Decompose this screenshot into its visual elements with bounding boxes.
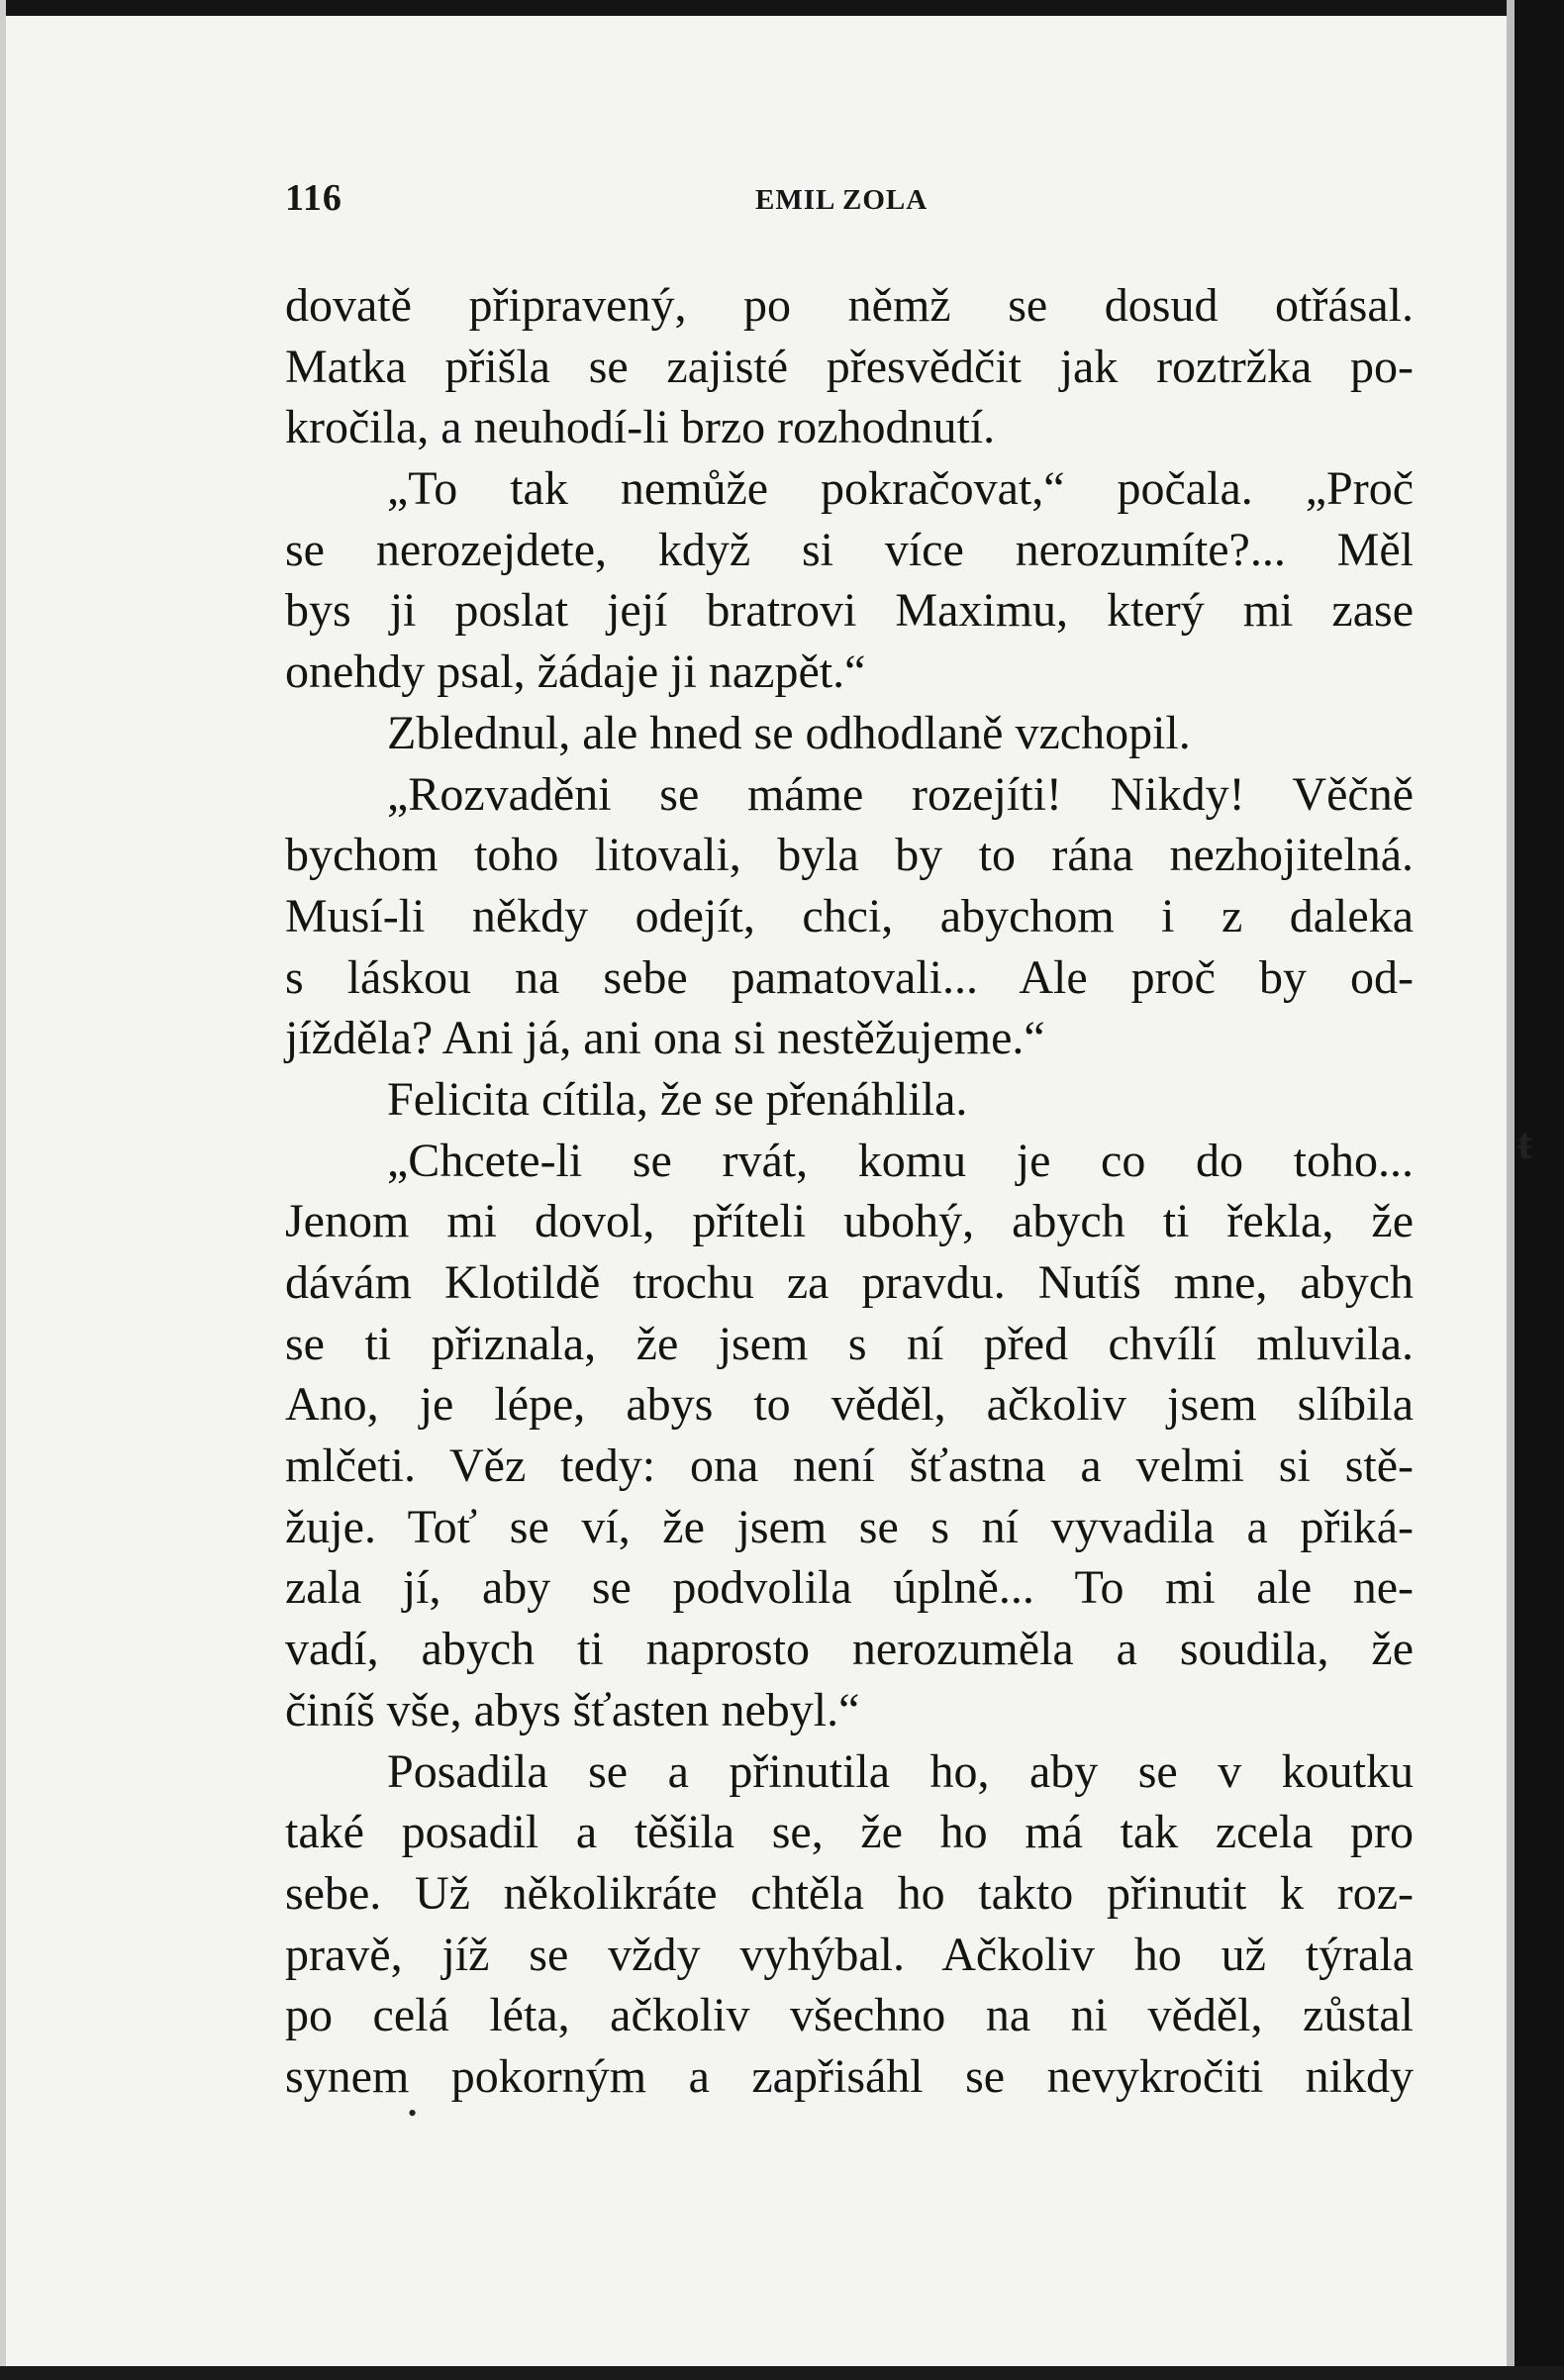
margin-mark-right: ŧ <box>1517 1120 1532 1168</box>
text-line: bychom toho litovali, byla by to rána nezhojitelná. <box>285 829 1414 882</box>
text-line: sebe. Už několikráte chtěla ho takto přinutit k roz- <box>285 1866 1414 1920</box>
scan-edge-left <box>0 0 6 2380</box>
scan-edge-bottom <box>0 2366 1564 2380</box>
text-line: s láskou na sebe pamatovali... Ale proč by od- <box>285 950 1414 1004</box>
margin-mark-bottom: • <box>408 2099 418 2128</box>
scan-edge-top <box>0 0 1564 16</box>
text-line: zala jí, aby se podvolila úplně... To mi ale ne- <box>285 1561 1414 1615</box>
text-line: se nerozejdete, když si více nerozumíte?... Měl <box>285 523 1414 576</box>
scan-edge-right-shadow <box>1507 0 1515 2380</box>
text-line: mlčeti. Věz tedy: ona není šťastna a velmi si stě- <box>285 1439 1414 1493</box>
text-line: „Chcete-li se rvát, komu je co do toho... <box>387 1134 1414 1187</box>
page-header <box>285 176 1414 226</box>
body-text <box>285 275 1414 2108</box>
text-line: synem pokorným a zapřisáhl se nevykročiti nikdy <box>285 2049 1414 2103</box>
text-line: pravě, jíž se vždy vyhýbal. Ačkoliv ho už týrala <box>285 1928 1414 1981</box>
text-line: dovatě připravený, po němž se dosud otřásal. <box>285 279 1414 332</box>
scan-edge-right <box>1515 0 1564 2380</box>
page-number: 116 <box>285 177 342 219</box>
text-line: vadí, abych ti naprosto nerozuměla a soudila, že <box>285 1623 1414 1676</box>
text-line: dávám Klotildě trochu za pravdu. Nutíš mne, abych <box>285 1256 1414 1309</box>
text-line: Jenom mi dovol, příteli ubohý, abych ti řekla, že <box>285 1195 1414 1248</box>
text-line: bys ji poslat její bratrovi Maximu, který mi zase <box>285 584 1414 638</box>
text-line: Zblednul, ale hned se odhodlaně vzchopil. <box>387 706 1191 759</box>
text-line: Musí-li někdy odejít, chci, abychom i z daleka <box>285 889 1414 942</box>
text-line: onehdy psal, žádaje ji nazpět.“ <box>285 645 866 699</box>
text-line: po celá léta, ačkoliv všechno na ni věděl, zůstal <box>285 1989 1414 2042</box>
text-line: činíš vše, abys šťasten nebyl.“ <box>285 1683 860 1736</box>
text-line: Matka přišla se zajisté přesvědčit jak roztržka po- <box>285 340 1414 393</box>
text-line: „Rozvaděni se máme rozejíti! Nikdy! Věčně <box>387 767 1414 821</box>
text-line: žuje. Toť se ví, že jsem se s ní vyvadila a přiká- <box>285 1500 1414 1553</box>
text-line: jížděla? Ani já, ani ona si nestěžujeme.“ <box>285 1012 1045 1065</box>
text-line: „To tak nemůže pokračovat,“ počala. „Proč <box>387 462 1414 516</box>
text-line: Posadila se a přinutila ho, aby se v koutku <box>387 1744 1414 1798</box>
text-line: kročila, a neuhodí-li brzo rozhodnutí. <box>285 401 996 454</box>
text-line: také posadil a těšila se, že ho má tak zcela pro <box>285 1806 1414 1859</box>
text-line: Ano, je lépe, abys to věděl, ačkoliv jsem slíbila <box>285 1378 1414 1432</box>
text-line: se ti přiznala, že jsem s ní před chvílí mluvila. <box>285 1317 1414 1370</box>
text-line: Felicita cítila, že se přenáhlila. <box>387 1072 968 1126</box>
running-head: EMIL ZOLA <box>755 184 929 216</box>
